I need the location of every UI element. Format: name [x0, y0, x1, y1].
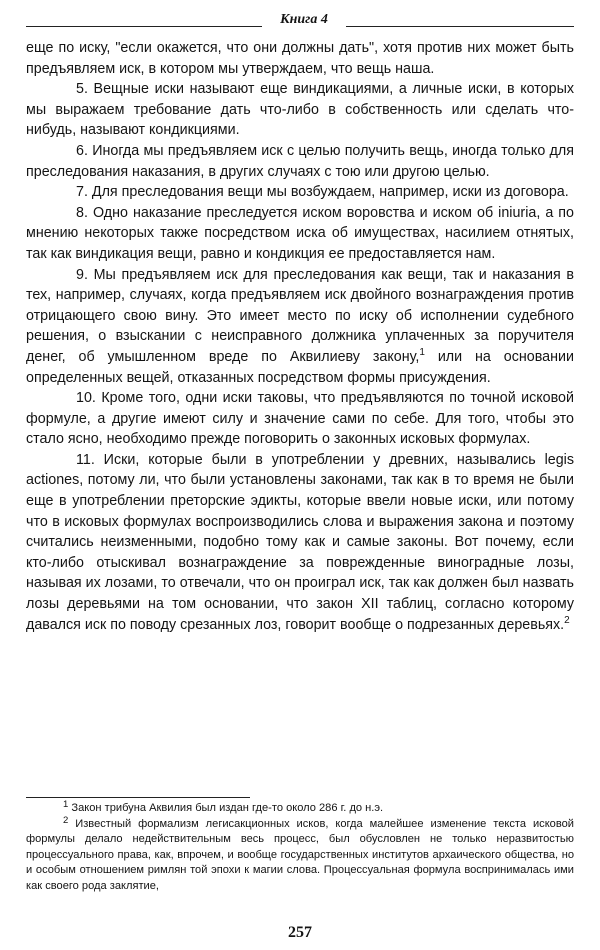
footnote-2-text: Известный формализм легисакционных исков, когда малейшее изменение текста исковой формулы делало недействительным весь процесс, был обусловлен не только неразвитостью процессуального права, как, впрочем, и вообще государственных институтов архаического общества, но и особым отношением римлян той эпохи к магии слова. Процессуальная формула воспринималась ими как своего рода заклятие, — [26, 817, 574, 892]
footnotes — [26, 801, 574, 895]
paragraph-9-text-part-1: 9. Мы предъявляем иск для преследования как вещи, так и наказания в тех, например, случаях, когда предъявляем иск двойного вознаграждения против отрицающего свою вину. Это имеет место по иску об исполнении судебного решения, о взыскании с неисправного должника уплаченных за поручителя денег, об умышленном вреде по Аквилиеву закону, — [26, 266, 574, 365]
paragraph-7: 7. Для преследования вещи мы возбуждаем, например, иски из договора. — [76, 184, 569, 201]
header-title: Книга 4 — [280, 12, 328, 27]
paragraph-continuation: еще по иску, "если окажется, что они должны дать", хотя против них может быть предъявляем иск, в котором мы утверждаем, что вещь наша. — [26, 40, 574, 77]
footnote-ref-1[interactable]: 1 — [419, 346, 425, 358]
footnote-1-text: Закон трибуна Аквилия был издан где-то около 286 г. до н.э. — [71, 802, 384, 814]
paragraph-5: 5. Вещные иски называют еще виндикациями, а личные иски, в которых мы выражаем требование дать что-либо в собственность или сделать что-нибудь, называют кондикциями. — [26, 81, 574, 139]
paragraph-9 — [26, 265, 574, 389]
running-header — [26, 10, 574, 30]
footnote-separator — [26, 797, 250, 798]
paragraph-8: 8. Одно наказание преследуется иском воровства и иском об iniuria, а по мнению некоторых также посредством иска об имуществах, насилием отнятых, так как виндикация вещи, равно и кондикция ее предоставляется нам. — [26, 204, 574, 262]
paragraph-9-text-part-2: или на основании определенных вещей, отказанных посредством формы присуждения. — [26, 348, 574, 386]
paragraph-11 — [26, 450, 574, 635]
footnote-2-number: 2 — [63, 814, 69, 826]
paragraph-11-text: 11. Иски, которые были в употреблении у древних, назывались legis actiones, потому ли, что были установлены законами, так как в то время не были еще в употреблении преторские эдикты, которые ввели новые иски, или потому что в исковых формулах воспроизводились слова и выражения закона и поэтому считались неизменными, подобно тому как и самые законы. Вот почему, если кто-либо отыскивал вознаграждение за поврежденные виноградные лозы, называя их лозами, то отвечали, что он проиграл иск, так как должен был назвать лозы деревьями на том основании, что закон XII таблиц, согласно которому давался иск по поводу срезанных лоз, говорит вообще о подрезанных деревьях. — [26, 451, 574, 633]
paragraph-10: 10. Кроме того, одни иски таковы, что предъявляются по точной исковой формуле, а другие имеют силу и значение сами по себе. Для того, чтобы это стало ясно, необходимо прежде поговорить о законных исковых формулах. — [26, 390, 574, 448]
main-text — [26, 38, 574, 635]
footnote-2 — [26, 814, 574, 895]
page-number: 257 — [288, 924, 312, 941]
footnote-1-number: 1 — [63, 799, 69, 810]
paragraph-6: 6. Иногда мы предъявляем иск с целью получить вещь, иногда только для преследования наказания, в других случаях с тою или другою целью. — [26, 142, 574, 180]
header-rule-left — [26, 26, 262, 27]
footnote-1 — [26, 801, 574, 817]
footnote-ref-2[interactable]: 2 — [564, 614, 570, 626]
header-rule-right — [346, 26, 574, 27]
